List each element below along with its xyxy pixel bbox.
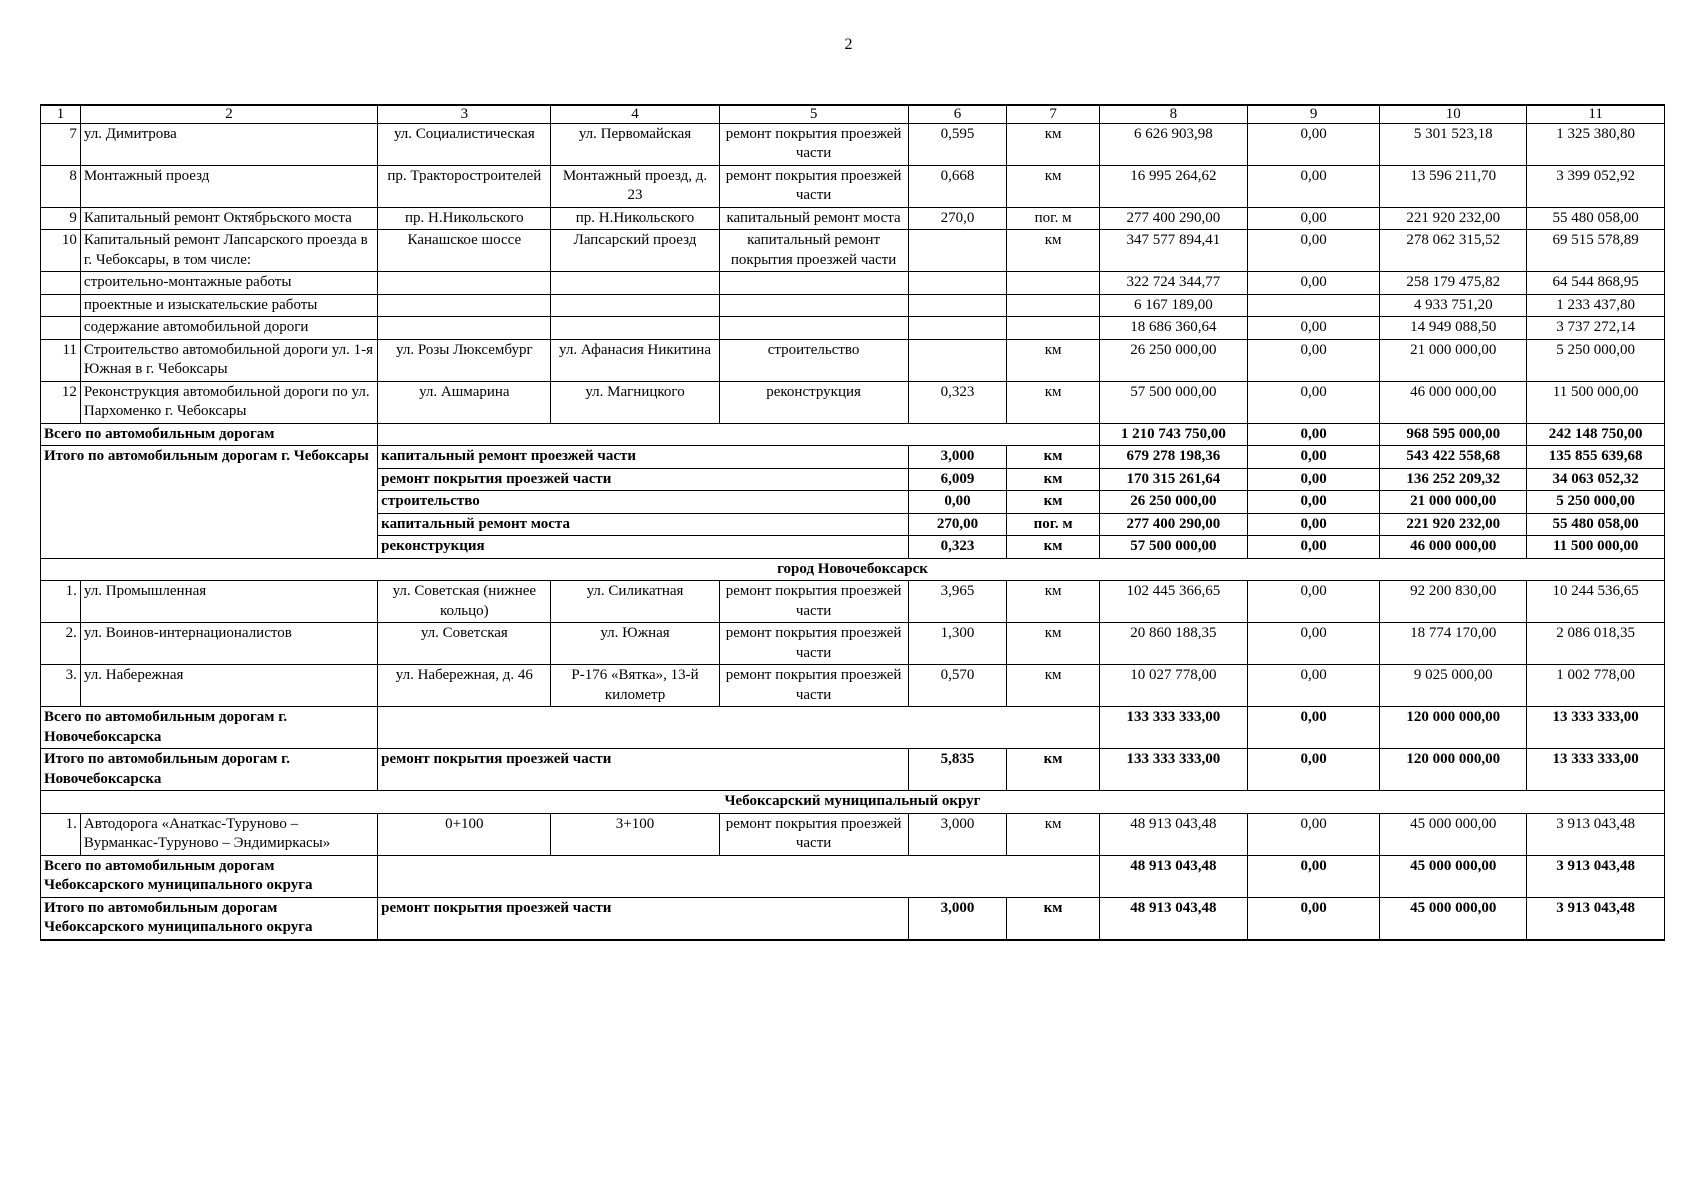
unit: км — [1007, 897, 1099, 940]
col9-value: 0,00 — [1247, 707, 1379, 749]
start-point: ул. Советская — [378, 623, 551, 665]
col9-value: 0,00 — [1247, 513, 1379, 536]
col11-value: 5 250 000,00 — [1527, 339, 1665, 381]
col11-value: 1 233 437,80 — [1527, 294, 1665, 317]
column-header: 3 — [378, 105, 551, 123]
road-name: Капитальный ремонт Октябрьского моста — [80, 207, 377, 230]
unit: пог. м — [1007, 513, 1099, 536]
work-type: капитальный ремонт покрытия проезжей части — [719, 230, 908, 272]
sub-row — [41, 317, 1665, 340]
length: 0,323 — [908, 381, 1007, 423]
table-row — [41, 381, 1665, 423]
row-number: 10 — [41, 230, 81, 272]
column-header: 2 — [80, 105, 377, 123]
col10-value: 4 933 751,20 — [1380, 294, 1527, 317]
length: 6,009 — [908, 468, 1007, 491]
unit: км — [1007, 446, 1099, 469]
col10-value: 21 000 000,00 — [1380, 339, 1527, 381]
col9-value: 0,00 — [1247, 623, 1379, 665]
empty-cell — [1007, 272, 1099, 295]
table-body — [41, 105, 1665, 940]
total-cost: 48 913 043,48 — [1099, 855, 1247, 897]
col9-value: 0,00 — [1247, 813, 1379, 855]
end-point: пр. Н.Никольского — [551, 207, 719, 230]
header-row — [41, 105, 1665, 123]
empty-cell — [41, 317, 81, 340]
table-row — [41, 123, 1665, 165]
col10-value: 45 000 000,00 — [1380, 855, 1527, 897]
unit: км — [1007, 491, 1099, 514]
itogo-label: Итого по автомобильным дорогам г. Чебоксары — [41, 446, 378, 559]
length: 0,570 — [908, 665, 1007, 707]
work-type: ремонт покрытия проезжей части — [719, 665, 908, 707]
col10-value: 258 179 475,82 — [1380, 272, 1527, 295]
total-cost: 170 315 261,64 — [1099, 468, 1247, 491]
section-header — [41, 791, 1665, 814]
column-header: 9 — [1247, 105, 1379, 123]
road-name: Монтажный проезд — [80, 165, 377, 207]
sub-row — [41, 272, 1665, 295]
section-title: город Новочебоксарск — [41, 558, 1665, 581]
section-header — [41, 558, 1665, 581]
start-point: ул. Социалистическая — [378, 123, 551, 165]
col11-value: 3 737 272,14 — [1527, 317, 1665, 340]
col9-value: 0,00 — [1247, 855, 1379, 897]
row-number: 8 — [41, 165, 81, 207]
sub-item-name: строительно-монтажные работы — [80, 272, 377, 295]
col10-value: 18 774 170,00 — [1380, 623, 1527, 665]
col9-value: 0,00 — [1247, 536, 1379, 559]
work-type: капитальный ремонт моста — [378, 513, 908, 536]
unit: км — [1007, 749, 1099, 791]
total-cost: 322 724 344,77 — [1099, 272, 1247, 295]
column-header: 7 — [1007, 105, 1099, 123]
unit: пог. м — [1007, 207, 1099, 230]
work-type: ремонт покрытия проезжей части — [719, 623, 908, 665]
total-row — [41, 855, 1665, 897]
unit: км — [1007, 230, 1099, 272]
col10-value: 968 595 000,00 — [1380, 423, 1527, 446]
unit: км — [1007, 536, 1099, 559]
row-number: 11 — [41, 339, 81, 381]
unit: км — [1007, 339, 1099, 381]
col10-value: 120 000 000,00 — [1380, 749, 1527, 791]
road-name: Строительство автомобильной дороги ул. 1-я Южная в г. Чебоксары — [80, 339, 377, 381]
col11-value: 135 855 639,68 — [1527, 446, 1665, 469]
column-header: 8 — [1099, 105, 1247, 123]
col11-value: 13 333 333,00 — [1527, 749, 1665, 791]
col11-value: 10 244 536,65 — [1527, 581, 1665, 623]
col11-value: 64 544 868,95 — [1527, 272, 1665, 295]
end-point: Монтажный проезд, д. 23 — [551, 165, 719, 207]
col10-value: 9 025 000,00 — [1380, 665, 1527, 707]
unit: км — [1007, 381, 1099, 423]
end-point: ул. Силикатная — [551, 581, 719, 623]
end-point: Лапсарский проезд — [551, 230, 719, 272]
table-row — [41, 165, 1665, 207]
col10-value: 543 422 558,68 — [1380, 446, 1527, 469]
row-number: 12 — [41, 381, 81, 423]
col11-value: 5 250 000,00 — [1527, 491, 1665, 514]
total-row — [41, 423, 1665, 446]
start-point: пр. Тракторостроителей — [378, 165, 551, 207]
total-label: Всего по автомобильным дорогам г. Новочебоксарска — [41, 707, 378, 749]
road-name: ул. Набережная — [80, 665, 377, 707]
total-cost: 6 167 189,00 — [1099, 294, 1247, 317]
col9-value: 0,00 — [1247, 123, 1379, 165]
row-number: 9 — [41, 207, 81, 230]
total-cost: 57 500 000,00 — [1099, 381, 1247, 423]
col9-value: 0,00 — [1247, 423, 1379, 446]
col10-value: 45 000 000,00 — [1380, 813, 1527, 855]
col11-value: 11 500 000,00 — [1527, 381, 1665, 423]
empty-cell — [719, 272, 908, 295]
itogo-row — [41, 446, 1665, 469]
work-type: ремонт покрытия проезжей части — [719, 581, 908, 623]
empty-cell — [908, 294, 1007, 317]
total-cost: 133 333 333,00 — [1099, 749, 1247, 791]
work-type: ремонт покрытия проезжей части — [378, 749, 908, 791]
col9-value: 0,00 — [1247, 165, 1379, 207]
empty-cell — [908, 317, 1007, 340]
col11-value: 34 063 052,32 — [1527, 468, 1665, 491]
col11-value: 55 480 058,00 — [1527, 207, 1665, 230]
col9-value: 0,00 — [1247, 272, 1379, 295]
table-row — [41, 207, 1665, 230]
work-type: ремонт покрытия проезжей части — [719, 813, 908, 855]
total-cost: 18 686 360,64 — [1099, 317, 1247, 340]
row-number: 2. — [41, 623, 81, 665]
col9-value: 0,00 — [1247, 207, 1379, 230]
col9-value: 0,00 — [1247, 491, 1379, 514]
table-row — [41, 581, 1665, 623]
itogo-row — [41, 749, 1665, 791]
col10-value: 45 000 000,00 — [1380, 897, 1527, 940]
start-point: ул. Советская (нижнее кольцо) — [378, 581, 551, 623]
col10-value: 221 920 232,00 — [1380, 513, 1527, 536]
work-type: капитальный ремонт моста — [719, 207, 908, 230]
page-number: 2 — [844, 36, 853, 53]
table-row — [41, 339, 1665, 381]
total-row — [41, 707, 1665, 749]
unit: км — [1007, 581, 1099, 623]
col11-value: 3 399 052,92 — [1527, 165, 1665, 207]
empty-cell — [551, 317, 719, 340]
start-point: пр. Н.Никольского — [378, 207, 551, 230]
col11-value: 13 333 333,00 — [1527, 707, 1665, 749]
start-point: ул. Ашмарина — [378, 381, 551, 423]
empty-cell — [378, 317, 551, 340]
length: 3,000 — [908, 897, 1007, 940]
table-row — [41, 813, 1665, 855]
itogo-label: Итого по автомобильным дорогам г. Новочебоксарска — [41, 749, 378, 791]
section-title: Чебоксарский муниципальный округ — [41, 791, 1665, 814]
row-number: 1. — [41, 813, 81, 855]
length — [908, 339, 1007, 381]
col10-value: 278 062 315,52 — [1380, 230, 1527, 272]
empty-cell — [551, 272, 719, 295]
start-point: Канашское шоссе — [378, 230, 551, 272]
table-row — [41, 623, 1665, 665]
empty-cell — [719, 317, 908, 340]
sub-item-name: содержание автомобильной дороги — [80, 317, 377, 340]
col9-value: 0,00 — [1247, 446, 1379, 469]
column-header: 6 — [908, 105, 1007, 123]
col10-value: 14 949 088,50 — [1380, 317, 1527, 340]
length: 1,300 — [908, 623, 1007, 665]
total-cost: 277 400 290,00 — [1099, 513, 1247, 536]
col10-value: 92 200 830,00 — [1380, 581, 1527, 623]
road-name: ул. Промышленная — [80, 581, 377, 623]
column-header: 10 — [1380, 105, 1527, 123]
row-number: 7 — [41, 123, 81, 165]
empty-cell — [378, 855, 1100, 897]
length: 270,0 — [908, 207, 1007, 230]
roads-table — [40, 104, 1665, 941]
length: 0,00 — [908, 491, 1007, 514]
total-cost: 133 333 333,00 — [1099, 707, 1247, 749]
column-header: 4 — [551, 105, 719, 123]
start-point: 0+100 — [378, 813, 551, 855]
total-cost: 26 250 000,00 — [1099, 491, 1247, 514]
end-point: Р-176 «Вятка», 13-й километр — [551, 665, 719, 707]
empty-cell — [908, 272, 1007, 295]
col10-value: 120 000 000,00 — [1380, 707, 1527, 749]
road-name: Реконструкция автомобильной дороги по ул. Пархоменко г. Чебоксары — [80, 381, 377, 423]
empty-cell — [719, 294, 908, 317]
row-number: 1. — [41, 581, 81, 623]
total-cost: 277 400 290,00 — [1099, 207, 1247, 230]
total-cost: 48 913 043,48 — [1099, 897, 1247, 940]
col10-value: 46 000 000,00 — [1380, 381, 1527, 423]
total-cost: 1 210 743 750,00 — [1099, 423, 1247, 446]
col11-value: 3 913 043,48 — [1527, 897, 1665, 940]
end-point: ул. Магницкого — [551, 381, 719, 423]
length: 3,000 — [908, 446, 1007, 469]
work-type: реконструкция — [719, 381, 908, 423]
work-type: ремонт покрытия проезжей части — [378, 897, 908, 940]
col11-value: 1 325 380,80 — [1527, 123, 1665, 165]
column-header: 1 — [41, 105, 81, 123]
total-cost: 6 626 903,98 — [1099, 123, 1247, 165]
col11-value: 1 002 778,00 — [1527, 665, 1665, 707]
length — [908, 230, 1007, 272]
total-cost: 10 027 778,00 — [1099, 665, 1247, 707]
length: 0,595 — [908, 123, 1007, 165]
col10-value: 46 000 000,00 — [1380, 536, 1527, 559]
col9-value: 0,00 — [1247, 381, 1379, 423]
unit: км — [1007, 813, 1099, 855]
road-name: Автодорога «Анаткас-Туруново – Вурманкас-Туруново – Эндимиркасы» — [80, 813, 377, 855]
empty-cell — [378, 294, 551, 317]
empty-cell — [1007, 317, 1099, 340]
road-name: ул. Димитрова — [80, 123, 377, 165]
col10-value: 136 252 209,32 — [1380, 468, 1527, 491]
work-type: строительство — [719, 339, 908, 381]
col11-value: 3 913 043,48 — [1527, 855, 1665, 897]
sub-item-name: проектные и изыскательские работы — [80, 294, 377, 317]
col11-value: 2 086 018,35 — [1527, 623, 1665, 665]
col11-value: 242 148 750,00 — [1527, 423, 1665, 446]
col11-value: 55 480 058,00 — [1527, 513, 1665, 536]
col11-value: 11 500 000,00 — [1527, 536, 1665, 559]
total-cost: 48 913 043,48 — [1099, 813, 1247, 855]
start-point: ул. Розы Люксембург — [378, 339, 551, 381]
col9-value: 0,00 — [1247, 339, 1379, 381]
unit: км — [1007, 165, 1099, 207]
col11-value: 69 515 578,89 — [1527, 230, 1665, 272]
total-cost: 16 995 264,62 — [1099, 165, 1247, 207]
empty-cell — [41, 294, 81, 317]
empty-cell — [551, 294, 719, 317]
work-type: ремонт покрытия проезжей части — [378, 468, 908, 491]
col9-value: 0,00 — [1247, 897, 1379, 940]
itogo-label: Итого по автомобильным дорогам Чебоксарского муниципального округа — [41, 897, 378, 940]
work-type: ремонт покрытия проезжей части — [719, 165, 908, 207]
total-cost: 26 250 000,00 — [1099, 339, 1247, 381]
unit: км — [1007, 468, 1099, 491]
work-type: капитальный ремонт проезжей части — [378, 446, 908, 469]
total-cost: 20 860 188,35 — [1099, 623, 1247, 665]
road-name: Капитальный ремонт Лапсарского проезда в г. Чебоксары, в том числе: — [80, 230, 377, 272]
road-name: ул. Воинов-интернационалистов — [80, 623, 377, 665]
length: 3,000 — [908, 813, 1007, 855]
col9-value: 0,00 — [1247, 468, 1379, 491]
column-header: 5 — [719, 105, 908, 123]
work-type: строительство — [378, 491, 908, 514]
col9-value: 0,00 — [1247, 665, 1379, 707]
work-type: реконструкция — [378, 536, 908, 559]
empty-cell — [378, 423, 1100, 446]
empty-cell — [1007, 294, 1099, 317]
unit: км — [1007, 665, 1099, 707]
table-row — [41, 665, 1665, 707]
total-label: Всего по автомобильным дорогам — [41, 423, 378, 446]
end-point: ул. Афанасия Никитина — [551, 339, 719, 381]
work-type: ремонт покрытия проезжей части — [719, 123, 908, 165]
unit: км — [1007, 123, 1099, 165]
length: 0,323 — [908, 536, 1007, 559]
col10-value: 21 000 000,00 — [1380, 491, 1527, 514]
unit: км — [1007, 623, 1099, 665]
col9-value: 0,00 — [1247, 581, 1379, 623]
col10-value: 221 920 232,00 — [1380, 207, 1527, 230]
total-cost: 679 278 198,36 — [1099, 446, 1247, 469]
length: 5,835 — [908, 749, 1007, 791]
empty-cell — [41, 272, 81, 295]
col9-value: 0,00 — [1247, 749, 1379, 791]
col9-value — [1247, 294, 1379, 317]
itogo-row — [41, 897, 1665, 940]
total-cost: 347 577 894,41 — [1099, 230, 1247, 272]
empty-cell — [378, 272, 551, 295]
length: 0,668 — [908, 165, 1007, 207]
empty-cell — [378, 707, 1100, 749]
column-header: 11 — [1527, 105, 1665, 123]
length: 3,965 — [908, 581, 1007, 623]
total-cost: 102 445 366,65 — [1099, 581, 1247, 623]
row-number: 3. — [41, 665, 81, 707]
length: 270,00 — [908, 513, 1007, 536]
col9-value: 0,00 — [1247, 230, 1379, 272]
col11-value: 3 913 043,48 — [1527, 813, 1665, 855]
end-point: 3+100 — [551, 813, 719, 855]
table-row — [41, 230, 1665, 272]
col10-value: 13 596 211,70 — [1380, 165, 1527, 207]
total-cost: 57 500 000,00 — [1099, 536, 1247, 559]
sub-row — [41, 294, 1665, 317]
start-point: ул. Набережная, д. 46 — [378, 665, 551, 707]
col9-value: 0,00 — [1247, 317, 1379, 340]
total-label: Всего по автомобильным дорогам Чебоксарского муниципального округа — [41, 855, 378, 897]
end-point: ул. Первомайская — [551, 123, 719, 165]
col10-value: 5 301 523,18 — [1380, 123, 1527, 165]
end-point: ул. Южная — [551, 623, 719, 665]
